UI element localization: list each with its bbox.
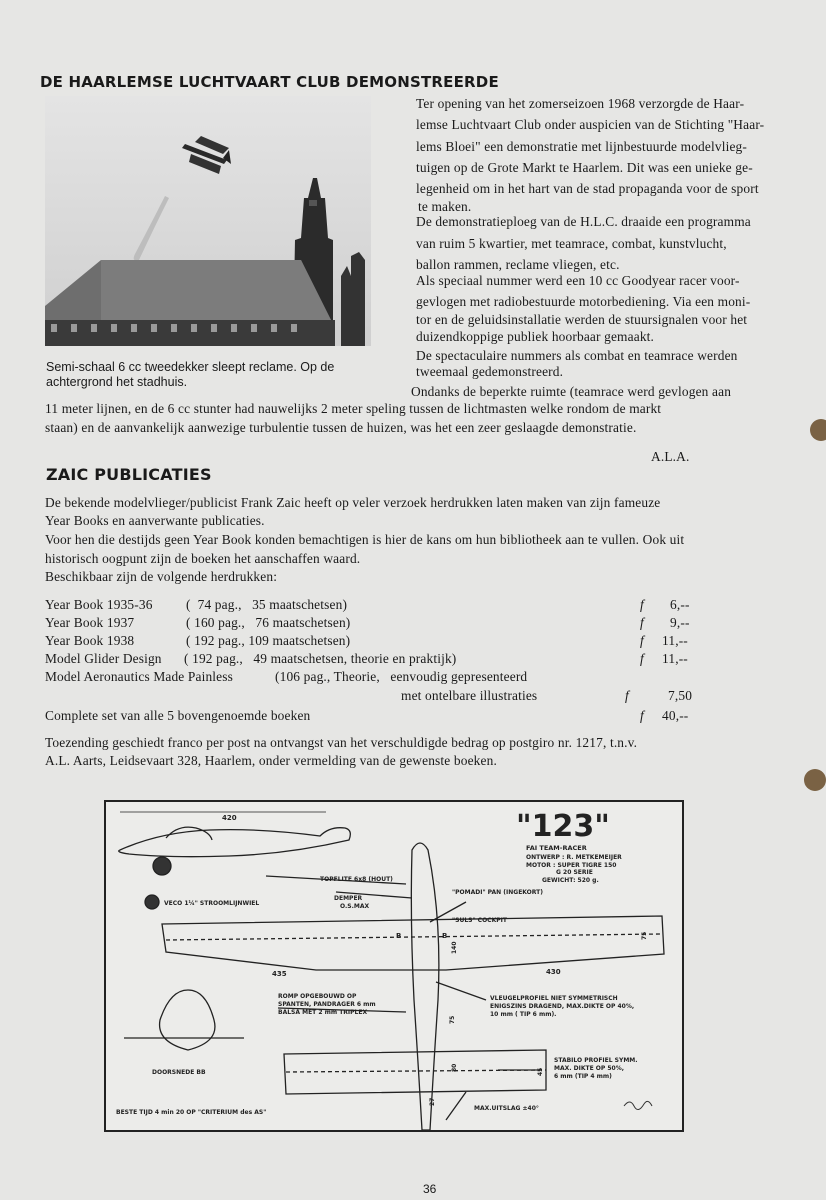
book-details: (106 pag., Theorie, eenvoudig gepresenteerd xyxy=(275,669,528,684)
drawing-label: VLEUGELPROFIEL NIET SYMMETRISCH xyxy=(490,995,618,1002)
text-line: De spectaculaire nummers als combat en teamrace werden xyxy=(416,348,738,363)
text-line: Ter opening van het zomerseizoen 1968 verzorgde de Haar- xyxy=(416,96,745,111)
dim-label: 140 xyxy=(451,941,458,954)
book-price: 9,-- xyxy=(670,615,690,630)
drawing-label: "POMADI" PAN (INGEKORT) xyxy=(452,889,543,896)
book-details: ( 192 pag., 109 maatschetsen) xyxy=(186,633,351,648)
book-details: ( 160 pag., 76 maatschetsen) xyxy=(186,615,351,630)
book-price: 6,-- xyxy=(670,597,690,612)
text-line: tor en de geluidsinstallatie werden de stuursignalen voor het xyxy=(416,312,748,327)
drawing-label: ENIGSZINS DRAGEND, MAX.DIKTE OP 40%, xyxy=(490,1003,635,1010)
dim-label: B xyxy=(396,932,402,940)
book-details: ( 192 pag., 49 maatschetsen, theorie en praktijk) xyxy=(184,651,457,666)
spec-line: G 20 SERIE xyxy=(556,869,593,876)
spec-line: MOTOR : SUPER TIGRE 150 xyxy=(526,862,617,869)
book-title: Complete set van alle 5 bovengenoemde boeken xyxy=(45,708,311,723)
text-line: staan) en de aanvankelijk aanwezige turbulentie tussen de huizen, was het een zeer geslaagde demonstratie. xyxy=(45,420,637,435)
drawing-label: BALSA MET 2 mm TRIPLEX xyxy=(278,1009,368,1016)
text-line: Voor hen die destijds geen Year Book konden bemachtigen is hier de kans om hun bibliotheek aan te vullen. Ook uit xyxy=(45,532,685,547)
signature-scribble xyxy=(624,1101,652,1109)
book-title: Year Book 1935-36 xyxy=(45,597,153,612)
fuselage-top-view xyxy=(411,843,439,1130)
drawing-label: "SULS" COCKPIT xyxy=(452,917,507,924)
text-line: Toezending geschiedt franco per post na ontvangst van het verschuldigde bedrag op postgiro nr. 1217, t.n.v. xyxy=(45,735,638,750)
currency-symbol: f xyxy=(640,633,644,648)
wheel-icon xyxy=(145,895,159,909)
drawing-label: DEMPER xyxy=(334,895,363,902)
drawing-label: VECO 1¼" STROOMLIJNWIEL xyxy=(164,900,260,907)
drawing-label: MAX. DIKTE OP 50%, xyxy=(554,1065,624,1072)
text-line: legenheid om in het hart van de stad propaganda voor de sport xyxy=(416,181,759,196)
binder-hole xyxy=(810,419,826,441)
caption-line: achtergrond het stadhuis. xyxy=(46,375,188,389)
text-line: tuigen op de Grote Markt te Haarlem. Dit was een unieke ge- xyxy=(416,160,753,175)
text-line: historisch oogpunt zijn de boeken het aanschaffen waard. xyxy=(45,551,361,566)
text-line: tweemaal gedemonstreerd. xyxy=(416,364,564,379)
dim-label: 80 xyxy=(451,1063,458,1072)
text-line: De bekende modelvlieger/publicist Frank Zaic heeft op veler verzoek herdrukken laten maken van zijn fameuze xyxy=(45,495,661,510)
drawing-title: "123" xyxy=(516,809,610,844)
book-price: 11,-- xyxy=(662,651,688,666)
drawing-label: DOORSNEDE BB xyxy=(152,1069,206,1076)
section-bb xyxy=(160,990,215,1050)
dim-label: B xyxy=(442,932,448,940)
book-price: 40,-- xyxy=(662,708,689,723)
photo-illustration xyxy=(45,96,371,346)
text-line: lemse Luchtvaart Club onder auspicien van de Stichting "Haar- xyxy=(416,117,765,132)
drawing-label: O.S.MAX xyxy=(340,903,370,910)
fuselage-side-view xyxy=(119,828,351,857)
drawing-label: 10 mm ( TIP 6 mm). xyxy=(490,1011,557,1018)
drawing-label: SPANTEN, PANDRAGER 6 mm xyxy=(278,1001,376,1008)
text-line: Year Books en aanverwante publicaties. xyxy=(45,513,265,528)
drawing-svg xyxy=(106,802,682,1130)
book-title: Model Aeronautics Made Painless xyxy=(45,669,233,684)
book-price: 11,-- xyxy=(662,633,688,648)
text-line: 11 meter lijnen, en de 6 cc stunter had nauwelijks 2 meter speling tussen de lichtmasten welke rondom de markt xyxy=(45,401,662,416)
binder-hole xyxy=(804,769,826,791)
text-line: lems Bloei" een demonstratie met lijnbestuurde modelvlieg- xyxy=(416,139,747,154)
text-line: A.L. Aarts, Leidsevaart 328, Haarlem, onder vermelding van de gewenste boeken. xyxy=(45,753,497,768)
text-line: Ondanks de beperkte ruimte (teamrace werd gevlogen aan xyxy=(411,384,732,399)
currency-symbol: f xyxy=(625,688,629,703)
text-line: Als speciaal nummer werd een 10 cc Goodyear racer voor- xyxy=(416,273,740,288)
book-title: Year Book 1937 xyxy=(45,615,135,630)
signature: A.L.A. xyxy=(651,449,690,464)
currency-symbol: f xyxy=(640,651,644,666)
drawing-label: MAX.UITSLAG ±40° xyxy=(474,1105,539,1112)
dim-label: 27 xyxy=(429,1097,436,1106)
photo-caption xyxy=(46,360,376,390)
book-details: ( 74 pag., 35 maatschetsen) xyxy=(186,597,348,612)
currency-symbol: f xyxy=(640,615,644,630)
dim-label: 75 xyxy=(449,1015,456,1024)
text-line: ballon rammen, reclame vliegen, etc. xyxy=(416,257,620,272)
spec-line: GEWICHT: 520 g. xyxy=(542,877,599,884)
drawing-label: TOPFLITE 6x8 (HOUT) xyxy=(320,876,393,883)
text-line: De demonstratieploeg van de H.L.C. draaide een programma xyxy=(416,214,751,229)
spec-line: FAI TEAM-RACER xyxy=(526,844,587,852)
article-heading-club: DE HAARLEMSE LUCHTVAART CLUB DEMONSTREERDE xyxy=(40,73,499,91)
text-line: Beschikbaar zijn de volgende herdrukken: xyxy=(45,569,278,584)
text-line: te maken. xyxy=(418,199,472,214)
text-line: gevlogen met radiobestuurde motorbediening. Via een moni- xyxy=(416,294,751,309)
article-heading-zaic: ZAIC PUBLICATIES xyxy=(46,465,212,484)
currency-symbol: f xyxy=(640,708,644,723)
book-details-continued: met ontelbare illustraties xyxy=(401,688,538,703)
dim-label: 45 xyxy=(537,1067,544,1076)
text-line: duizendkoppige publiek hoorbaar gemaakt. xyxy=(416,329,655,344)
currency-symbol: f xyxy=(640,597,644,612)
photo-biplane-townhall xyxy=(45,96,371,346)
dim-label: 420 xyxy=(222,814,237,822)
dim-label: 430 xyxy=(546,968,561,976)
dim-label: 75 xyxy=(641,931,648,940)
spec-line: ONTWERP : R. METKEMEIJER xyxy=(526,854,622,861)
drawing-label: BESTE TIJD 4 min 20 OP "CRITERIUM des AS" xyxy=(116,1109,267,1116)
dim-label: 435 xyxy=(272,970,287,978)
drawing-label: STABILO PROFIEL SYMM. xyxy=(554,1057,638,1064)
caption-line: Semi-schaal 6 cc tweedekker sleept reclame. Op de xyxy=(46,360,335,374)
text-line: van ruim 5 kwartier, met teamrace, combat, kunstvlucht, xyxy=(416,236,727,251)
book-price: 7,50 xyxy=(668,688,693,703)
drawing-label: ROMP OPGEBOUWD OP xyxy=(278,993,357,1000)
book-title: Year Book 1938 xyxy=(45,633,135,648)
book-title: Model Glider Design xyxy=(45,651,162,666)
technical-drawing-123 xyxy=(104,800,684,1132)
page-number: 36 xyxy=(423,1182,437,1196)
drawing-label: 6 mm (TIP 4 mm) xyxy=(554,1073,612,1080)
